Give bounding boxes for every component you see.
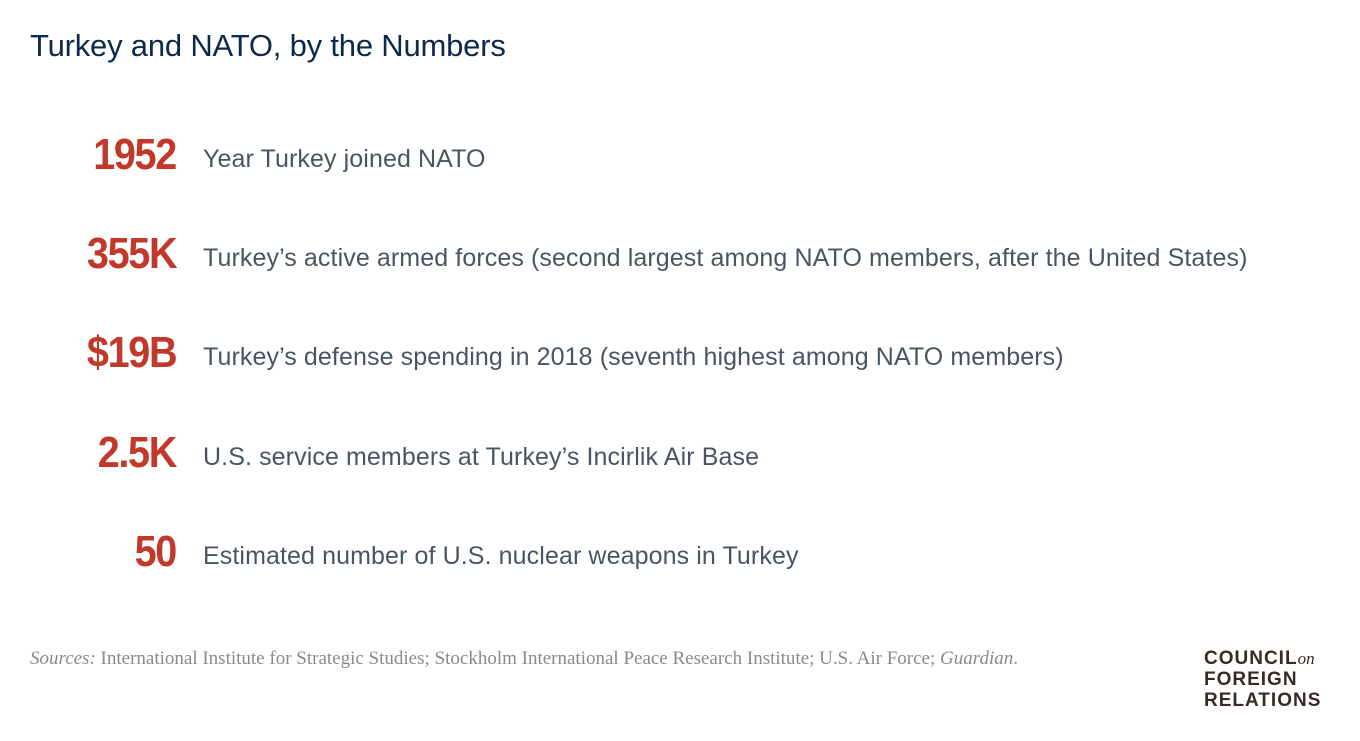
stat-value: 2.5K — [97, 428, 176, 477]
logo-council: COUNCIL — [1204, 648, 1298, 669]
stat-value: 50 — [134, 527, 176, 576]
stat-value: 1952 — [93, 130, 176, 179]
stat-description: Estimated number of U.S. nuclear weapons in Turkey — [203, 542, 799, 570]
stat-row-service-members — [0, 423, 1360, 483]
stat-value: 355K — [86, 229, 176, 278]
logo-relations: RELATIONS — [1204, 690, 1322, 711]
stat-description: Turkey’s active armed forces (second largest among NATO members, after the United States) — [203, 244, 1248, 272]
stat-row-defense-spending — [0, 323, 1360, 383]
sources-text: International Institute for Strategic Studies; Stockholm International Peace Research Institute; U.S. Air Force; — [95, 648, 941, 669]
stat-description: U.S. service members at Turkey’s Incirlik Air Base — [203, 443, 760, 471]
logo-on: on — [1297, 649, 1315, 668]
sources-label: Sources: — [30, 648, 96, 669]
stat-row-nuclear-weapons — [0, 522, 1360, 582]
sources-note — [30, 648, 1018, 670]
stat-value: $19B — [86, 328, 176, 377]
stat-description: Turkey’s defense spending in 2018 (seventh highest among NATO members) — [203, 343, 1064, 371]
stat-description: Year Turkey joined NATO — [203, 145, 486, 173]
stat-row-year-joined — [0, 125, 1360, 185]
sources-guardian: Guardian — [940, 648, 1014, 669]
cfr-logo — [1204, 648, 1321, 711]
page-title: Turkey and NATO, by the Numbers — [30, 28, 506, 63]
stat-row-armed-forces — [0, 224, 1360, 284]
sources-end: . — [1013, 648, 1018, 669]
logo-foreign: FOREIGN — [1204, 669, 1298, 690]
